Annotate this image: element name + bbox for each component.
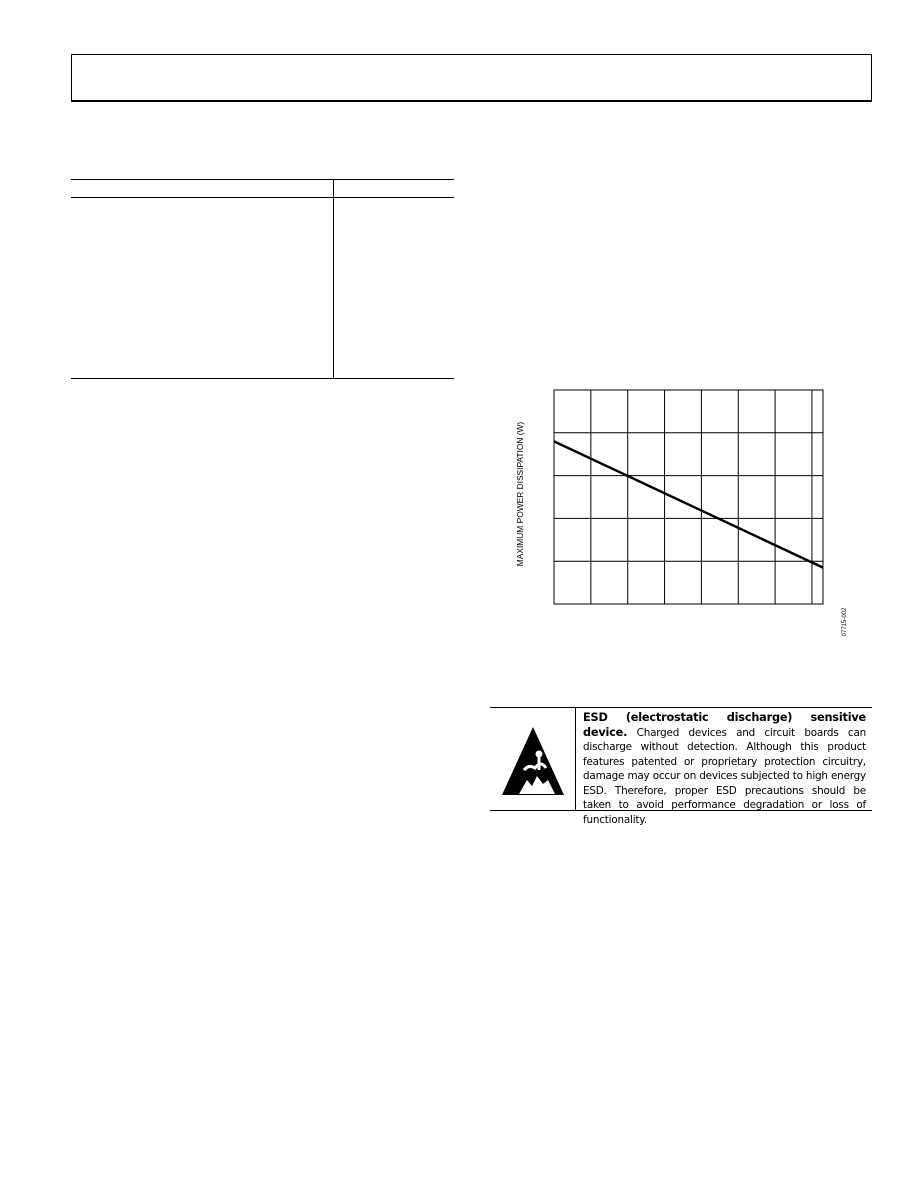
esd-body: Charged devices and circuit boards can discharge without detection. Although this product features patented or proprietary protection circuitry, damage may occur on devices subjected to high energy ESD. Therefore, proper ESD precautions should be taken to avoid performance degradation or loss of functionality. <box>583 726 866 826</box>
figure-code: 07715-002 <box>842 607 848 637</box>
series-line <box>554 441 823 567</box>
power-dissipation-chart <box>500 380 870 650</box>
table-top-rule <box>71 179 454 180</box>
esd-title: ESD (electrostatic discharge) sensitive device. <box>583 711 866 739</box>
table-column-divider <box>333 197 334 378</box>
plot-frame <box>554 390 823 604</box>
chart-svg <box>500 380 870 650</box>
table-header-divider <box>333 179 334 197</box>
absolute-max-ratings-table <box>71 179 454 379</box>
esd-warning-icon <box>499 724 567 798</box>
esd-icon-cell <box>490 708 576 810</box>
table-bottom-rule <box>71 378 454 379</box>
table-header-rule <box>71 197 454 198</box>
page-header-frame <box>71 54 872 102</box>
esd-caution-block <box>490 707 872 826</box>
y-axis-label: MAXIMUM POWER DISSIPATION (W) <box>515 421 525 567</box>
esd-text <box>583 711 866 827</box>
